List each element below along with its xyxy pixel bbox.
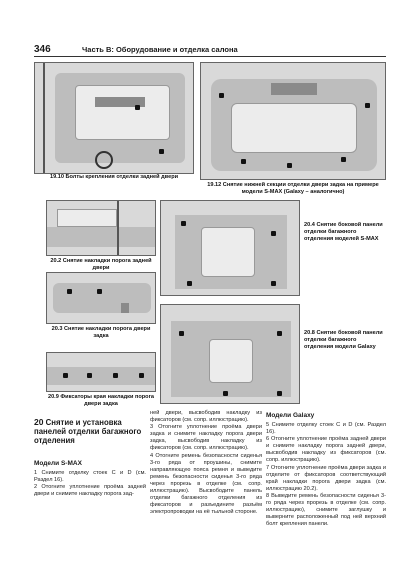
column-2 [150,410,262,516]
subsection-smax: Модели S-MAX [34,460,82,467]
section-number: 20 [34,417,44,427]
paragraph-2: 2 Отогните уплотнение проёма задней двери и снимите накладку порога зад- [34,484,146,498]
subsection-galaxy: Модели Galaxy [266,412,315,419]
section-heading [34,418,146,445]
photo-20-9 [46,352,156,392]
column-1 [34,470,146,498]
photo-20-8 [160,304,300,404]
photo-20-4 [160,200,300,296]
paragraph-1: 1 Снимите отделку стоек С и D (см. Раздел 16). [34,470,146,484]
page-number: 346 [34,44,51,55]
photo-19-10 [34,62,194,174]
column-3 [266,422,386,528]
caption-20-8: 20.8 Снятие боковой панели отделки багажного отделения модели Galaxy [304,330,383,350]
photo-19-12 [200,62,386,180]
caption-20-4: 20.4 Снятие боковой панели отделки багажного отделения моделей S-MAX [304,222,383,242]
section-title: Снятие и установка панелей отделки багажного отделения [34,418,142,445]
caption-19-10: 19.10 Болты крепления отделки задней двери [49,174,179,180]
caption-20-3: 20.3 Снятие накладки порога двери задка [51,326,151,339]
paragraph-2-cont: ней двери, высвободив накладку из фиксаторов (см. сопр. иллюстрацию). [150,410,262,424]
caption-20-2: 20.2 Снятие накладки порога задней двери [50,258,152,271]
caption-20-9: 20.9 Фиксаторы края накладки порога двери задка [47,394,155,407]
paragraph-5: 5 Снимите отделку стоек С и D (см. Раздел 16). [266,422,386,436]
caption-19-12: 19.12 Снятие нижней секции отделки двери задка на примере модели S-MAX (Galaxy – аналогично) [207,182,379,195]
chapter-title: Часть В: Оборудование и отделка салона [82,45,238,54]
paragraph-8: 8 Выведите ремень безопасности сиденья 3-го ряда через прорезь в отделке (см. сопр. иллюстрацию), снимите заглушку и выверните расположенный под ней верхний болт крепления панели. [266,492,386,528]
photo-20-2 [46,200,156,256]
paragraph-7: 7 Отогните уплотнение проёма двери задка и отделите от фиксаторов соответствующий край накладки порога двери задка (см. иллюстрацию 20.2). [266,464,386,492]
paragraph-3: 3 Отогните уплотнение проёма двери задка и снимите накладку порога двери задка, высвободив накладку из фиксаторов (см. сопр. иллюстрацию). [150,424,262,452]
paragraph-6: 6 Отогните уплотнение проёма задней двери и снимите накладку порога задней двери, высвободив накладку из фиксаторов (см. сопр. иллюстрацию). [266,436,386,464]
photo-20-3 [46,272,156,324]
page-header [34,44,386,57]
paragraph-4: 4 Отогните ремень безопасности сиденья 3-го ряда от проушины, снимите направляющую пояса ремня и выведите ремень безопасности сиденья 3-го ряда через прорезь в отделке (см. сопр. иллюстрацию). Высвободите панель отделки багажного отделения из фиксаторов и разъедините разъём электропроводки на её тыльной стороне. [150,452,262,516]
